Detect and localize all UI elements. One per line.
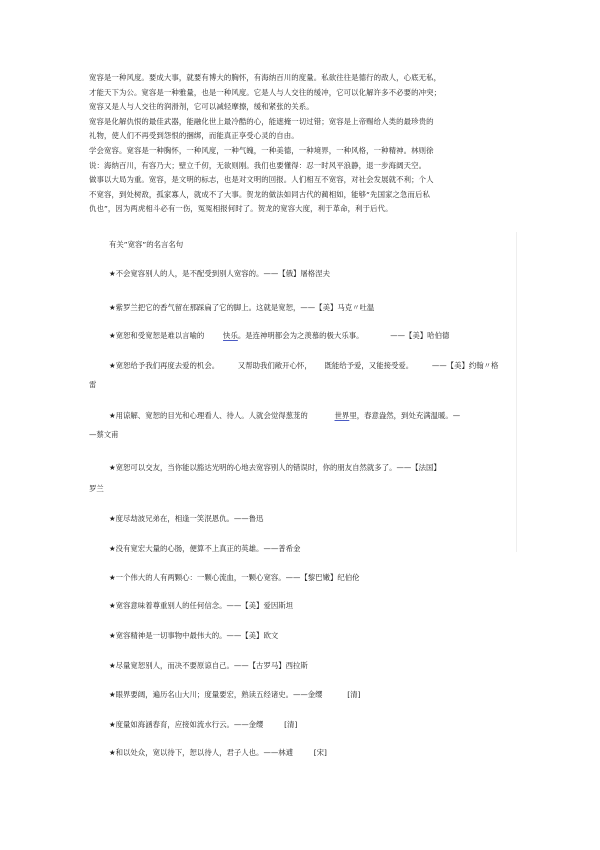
intro-line: 说：海纳百川，有容乃大；壁立千仞，无欲则刚。我们也要懂得：忍一时风平浪静，退一步海阔天空。 bbox=[89, 160, 427, 170]
quote-text: ★紫罗兰把它的香气留在那踩扁了它的脚上。这就是宽恕，——【美】马克〃吐温 bbox=[109, 303, 375, 312]
quotes-title: 有关”宽容”的名言名句 bbox=[109, 240, 184, 249]
quote-item bbox=[109, 361, 498, 371]
quote-item: ★一个伟大的人有两颗心：一颗心流血，一颗心宽容。——【黎巴嫩】纪伯伦 bbox=[109, 573, 360, 582]
quote-item: ★宽容意味着尊重别人的任何信念。——【美】爱因斯坦 bbox=[109, 601, 294, 610]
intro-line: 宽容是一种风度。要成大事，就要有博大的胸怀，有海纳百川的度量。私欲往往是德行的敌人，心底无私， bbox=[89, 73, 442, 82]
quote-item bbox=[109, 411, 460, 421]
quote-text: 里，春意盎然，到处充满温暖。— bbox=[349, 411, 461, 420]
intro-line: 做事以大局为重。宽容，是文明的标志，也是对文明的回报。人们相互不宽容，对社会发展就不利；个人 bbox=[89, 175, 434, 185]
quote-item bbox=[109, 748, 327, 758]
underlined-word: 快乐 bbox=[223, 331, 238, 340]
quote-continuation: 雷 bbox=[89, 380, 97, 389]
quote-item: ★没有宽宏大量的心肠，便算不上真正的英雄。——普希金 bbox=[109, 544, 301, 553]
quote-item bbox=[109, 331, 449, 341]
quote-text: ★和以处众，宽以待下，恕以待人，君子人也。——林逋 bbox=[109, 748, 294, 757]
quote-text: ★宽恕给予我们再度去爱的机会。 bbox=[109, 361, 220, 370]
quote-text: ★用谅解、宽恕的目光和心理看人、待人。人就会觉得葱茏的 bbox=[109, 411, 308, 420]
quote-dynasty: [清] bbox=[347, 690, 361, 699]
intro-line: 宽容是化解仇恨的最佳武器，能融化世上最冷酷的心，能遮掩一切过错；宽容是上帝赐给人类的最珍贵的 bbox=[89, 116, 434, 126]
quote-text: ★度量如海涵春育，应接如流水行云。——金缨 bbox=[109, 720, 264, 729]
intro-line: 宽容又是人与人交往的润滑剂，它可以减轻摩擦，缓和紧张的关系。 bbox=[89, 102, 314, 112]
quote-text: ★眼界要阔，遍历名山大川；度量要宏，熟读五经诸史。——金缨 bbox=[109, 690, 323, 699]
underlined-word: 世界 bbox=[334, 411, 350, 420]
quote-item bbox=[109, 720, 297, 730]
intro-line: 礼物，使人们不再受到怨恨的捆绑，而能真正享受心灵的自由。 bbox=[89, 131, 299, 141]
intro-line: 学会宽容。宽容是一种胸怀，一种风度，一种气魄，一种美德，一种境界，一种风格，一种精神。林则徐 bbox=[89, 145, 434, 155]
quote-continuation: 罗兰 bbox=[89, 484, 104, 493]
divider-line bbox=[516, 232, 517, 552]
quote-text: ★宽恕和受宽恕是难以言喻的 bbox=[109, 331, 205, 340]
quote-text: 又帮助我们敞开心怀， bbox=[237, 361, 312, 370]
quote-item: ★尽量宽恕别人，而决不要原谅自己。——【古罗马】西拉斯 bbox=[109, 661, 308, 670]
quote-item bbox=[109, 690, 360, 700]
intro-text bbox=[89, 71, 509, 217]
quote-text: ★宽恕可以交友，当你能以豁达光明的心地去宽容别人的错误时，你的朋友自然就多了。——【法国】 bbox=[109, 463, 441, 472]
quote-text: 。是连神明都会为之羡慕的极大乐事。 bbox=[237, 331, 364, 340]
quote-text: ★不会宽容别人的人，是不配受到别人宽容的。——【俄】屠格涅夫 bbox=[109, 269, 330, 278]
quote-item bbox=[109, 269, 330, 279]
quote-dynasty: [清] bbox=[284, 720, 298, 729]
intro-line: 不宽容，到处树敌，孤家寡人，就成不了大事。贺龙的做法如同古代的蔺相如，能够“先国家之急而后私 bbox=[89, 189, 431, 199]
quote-author: ——【美】约翰〃格 bbox=[431, 361, 499, 370]
quote-item bbox=[109, 303, 374, 313]
quote-dynasty: [宋] bbox=[313, 748, 327, 757]
quote-item bbox=[109, 463, 441, 473]
intro-line: 才能天下为公。宽容是一种雅量，也是一种风度。它是人与人交往的缓冲，它可以化解许多不必要的冲突； bbox=[89, 87, 442, 97]
quote-text: 既能给予爱，又能接受爱。 bbox=[324, 361, 414, 370]
quote-item: ★宽容精神是一切事物中最伟大的。——【美】欧文 bbox=[109, 631, 279, 640]
quote-author: ——【美】哈伯德 bbox=[390, 331, 450, 340]
quote-item: ★度尽劫波兄弟在，相逢一笑泯恩仇。——鲁迅 bbox=[109, 514, 264, 523]
quote-continuation: —蔡文甫 bbox=[89, 430, 119, 439]
intro-line: 仇也”，因为两虎相斗必有一伤，冤冤相报何时了。贺龙的宽容大度，利于革命，利于后代。 bbox=[89, 204, 393, 214]
